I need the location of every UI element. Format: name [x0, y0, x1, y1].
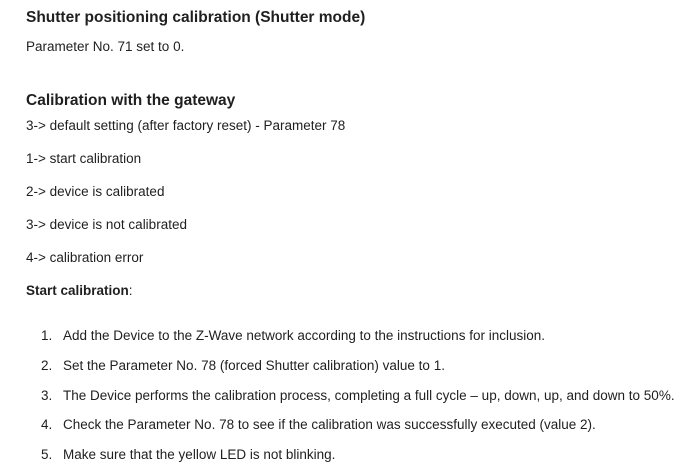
step-text: Set the Parameter No. 78 (forced Shutter calibration) value to 1.: [63, 358, 445, 373]
step-text: The Device performs the calibration process, completing a full cycle – up, down, up, and down to 50%.: [63, 388, 675, 403]
value-line-not-calibrated: 3-> device is not calibrated: [26, 217, 187, 232]
step-number: 3.: [41, 388, 53, 403]
start-calibration-label: Start calibration: [26, 283, 129, 298]
step-number: 5.: [41, 447, 53, 462]
parameter-71-note: Parameter No. 71 set to 0.: [26, 39, 185, 54]
section-title-gateway-calibration: Calibration with the gateway: [26, 92, 236, 109]
step-text: Make sure that the yellow LED is not blinking.: [63, 447, 336, 462]
start-calibration-colon: :: [128, 283, 133, 298]
step-text: Add the Device to the Z-Wave network according to the instructions for inclusion.: [63, 328, 545, 343]
start-calibration-heading: [26, 283, 133, 298]
step-number: 1.: [41, 328, 53, 343]
value-line-error: 4-> calibration error: [26, 250, 144, 265]
value-line-default: 3-> default setting (after factory reset) - Parameter 78: [26, 118, 346, 133]
section-title-shutter-calibration: Shutter positioning calibration (Shutter mode): [26, 9, 366, 26]
value-line-calibrated: 2-> device is calibrated: [26, 184, 165, 199]
step-number: 2.: [41, 358, 53, 373]
step-text: Check the Parameter No. 78 to see if the calibration was successfully executed (value 2).: [63, 417, 596, 432]
value-line-start: 1-> start calibration: [26, 151, 142, 166]
step-number: 4.: [41, 417, 53, 432]
